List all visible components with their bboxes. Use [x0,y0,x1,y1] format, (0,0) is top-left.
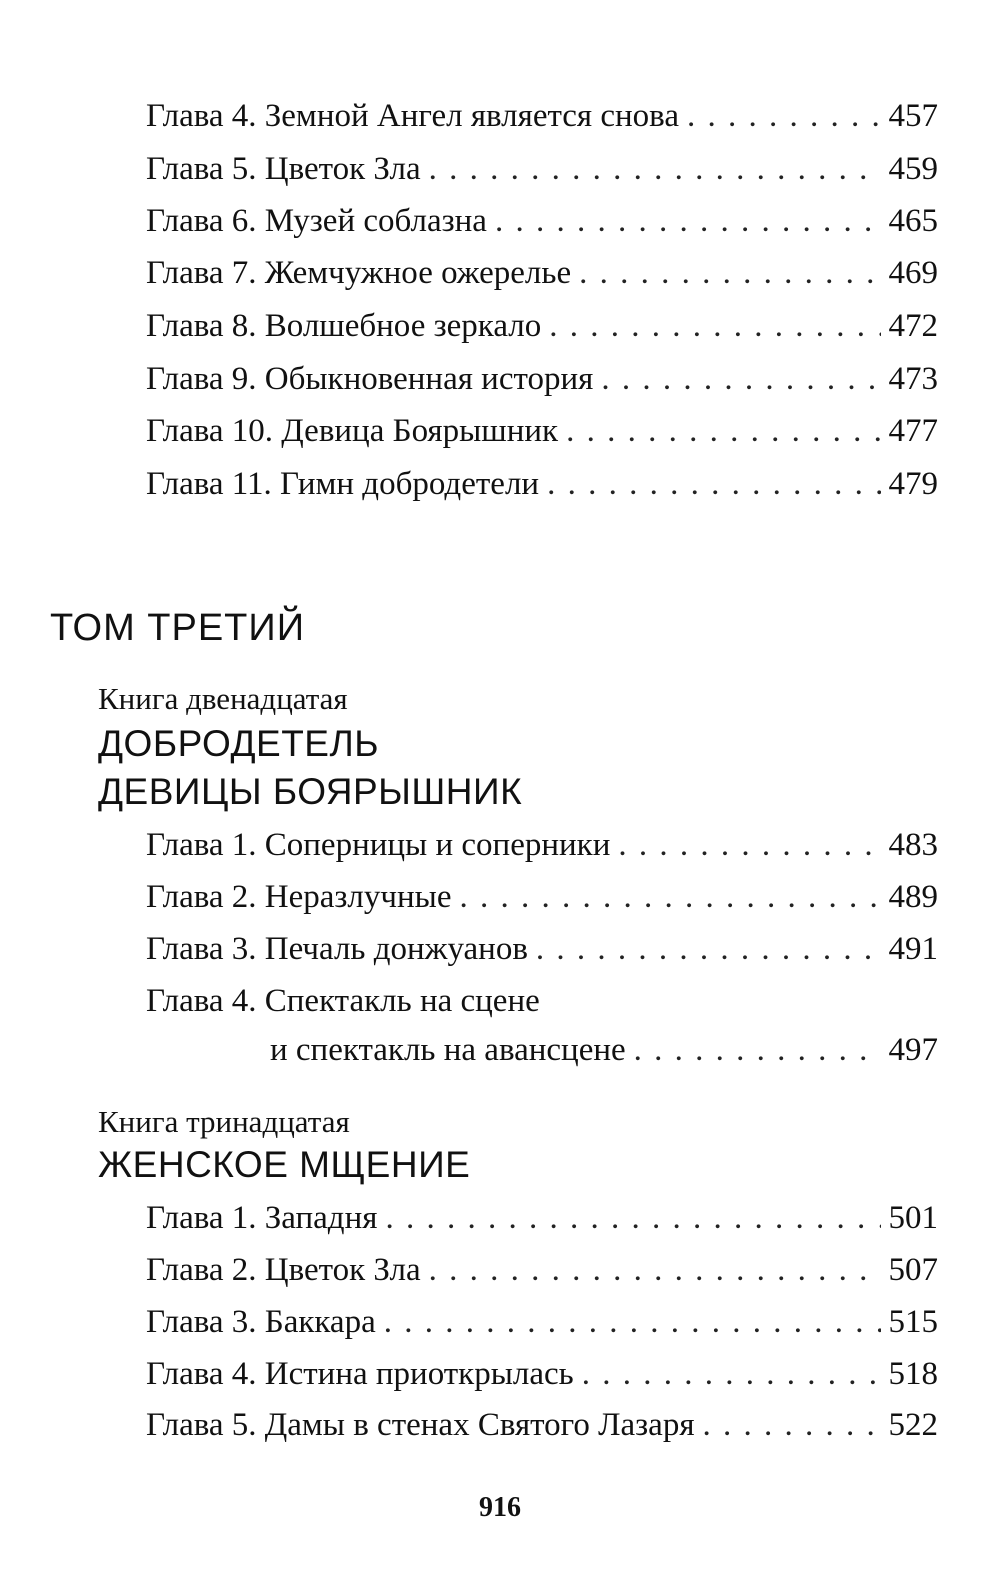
toc-entry [146,877,938,917]
dot-leader [429,149,881,189]
toc-entry [146,201,938,241]
toc-entry [146,149,938,189]
toc-entry [146,306,938,346]
page-ref: 473 [888,361,938,397]
page-ref: 518 [888,1356,938,1392]
chapter-title-continued: и спектакль на авансцене [270,1032,626,1068]
chapter-title: Глава 2. Цветок Зла [146,1252,421,1288]
dot-leader [549,306,880,346]
dot-leader [579,253,880,293]
dot-leader [536,929,881,969]
page-ref: 459 [888,151,938,187]
dot-leader [429,1250,881,1290]
page-ref: 515 [888,1304,938,1340]
toc-entry [146,253,938,293]
page-ref: 457 [888,98,938,134]
book-label: Книга тринадцатая [98,1104,350,1139]
chapter-title: Глава 8. Волшебное зеркало [146,308,542,344]
dot-leader [601,359,880,399]
volume-title: ТОМ ТРЕТИЙ [50,607,306,649]
book-title: ДЕВИЦЫ БОЯРЫШНИК [98,771,523,812]
page-ref: 489 [888,879,938,915]
chapter-title: Глава 11. Гимн добродетели [146,466,540,502]
chapter-title: Глава 4. Истина приоткрылась [146,1356,574,1392]
toc-entry [146,411,938,451]
page-ref: 522 [888,1407,938,1443]
page-ref: 479 [888,466,938,502]
chapter-title: Глава 5. Цветок Зла [146,151,421,187]
toc-entry [146,1250,938,1290]
toc-entry [146,1405,938,1445]
chapter-title: Глава 2. Неразлучные [146,879,452,915]
toc-entry [146,1302,938,1342]
chapter-title: Глава 9. Обыкновенная история [146,361,594,397]
dot-leader [582,1354,881,1394]
chapter-title: Глава 5. Дамы в стенах Святого Лазаря [146,1407,695,1443]
chapter-title: Глава 3. Печаль донжуанов [146,931,528,967]
dot-leader [385,1198,880,1238]
page-ref: 465 [888,203,938,239]
dot-leader [384,1302,881,1342]
dot-leader [703,1405,881,1445]
dot-leader [459,877,880,917]
dot-leader [618,825,880,865]
toc-entry [146,1198,938,1238]
page-ref: 501 [888,1200,938,1236]
chapter-title: Глава 3. Баккара [146,1304,376,1340]
chapter-title: Глава 4. Земной Ангел является снова [146,98,679,134]
toc-entry [270,1030,938,1070]
dot-leader [687,96,881,136]
chapter-title: Глава 1. Западня [146,1200,378,1236]
toc-entry [146,359,938,399]
chapter-title: Глава 1. Соперницы и соперники [146,827,611,863]
page-ref: 477 [888,413,938,449]
page-ref: 472 [888,308,938,344]
book-title: ДОБРОДЕТЕЛЬ [98,723,380,764]
dot-leader [634,1030,881,1070]
chapter-title: Глава 10. Девица Боярышник [146,413,559,449]
toc-entry [146,929,938,969]
dot-leader [566,411,880,451]
page-number: 916 [479,1492,521,1523]
toc-entry [146,464,938,504]
page-ref: 491 [888,931,938,967]
toc-entry [146,825,938,865]
page-ref: 507 [888,1252,938,1288]
page-ref: 483 [888,827,938,863]
toc-entry [146,1354,938,1394]
book-label: Книга двенадцатая [98,681,348,716]
dot-leader [495,201,881,241]
book-title: ЖЕНСКОЕ МЩЕНИЕ [98,1144,471,1185]
toc-entry [146,96,938,136]
chapter-title: Глава 6. Музей соблазна [146,203,487,239]
dot-leader [547,464,880,504]
page-ref: 469 [888,255,938,291]
chapter-title: Глава 7. Жемчужное ожерелье [146,255,572,291]
chapter-title: Глава 4. Спектакль на сцене [146,983,540,1019]
page-ref: 497 [888,1032,938,1068]
